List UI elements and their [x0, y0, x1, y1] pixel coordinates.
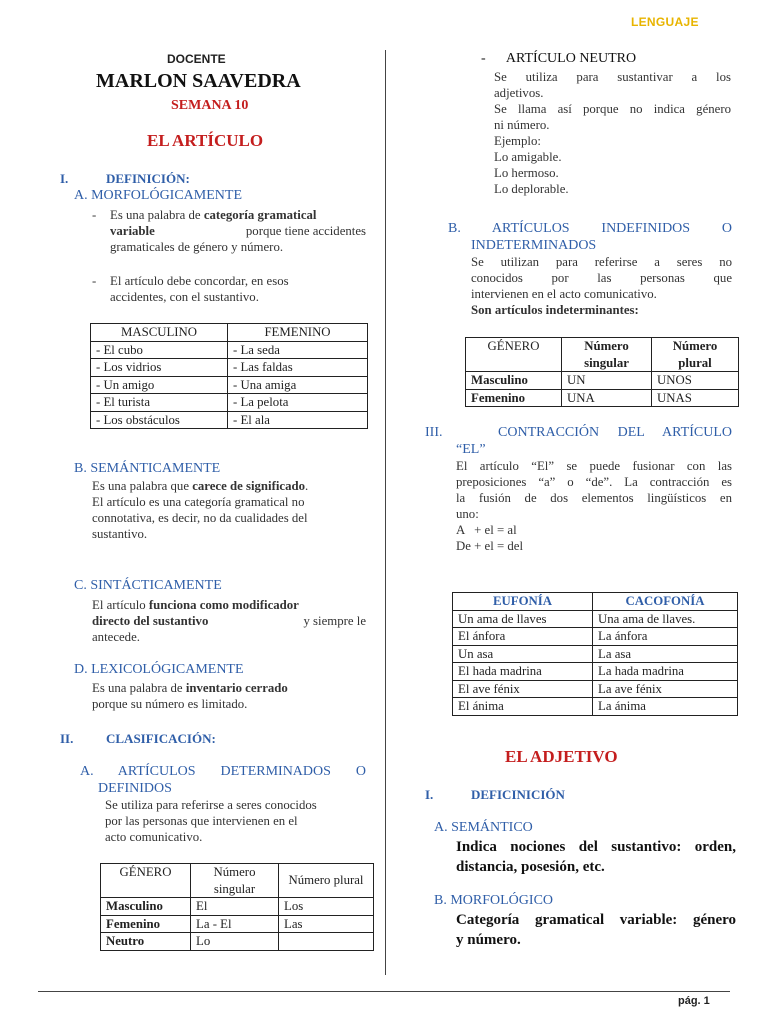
adj-def-heading: DEFICINICIÓN [471, 787, 565, 802]
adj-morf-heading: B. MORFOLÓGICO [434, 893, 554, 908]
table-cell: Masculino [101, 898, 191, 916]
indef-heading-1: B. ARTÍCULOS INDEFINIDOS O [448, 221, 732, 236]
def-num: I. [60, 171, 69, 186]
indef-heading [448, 220, 732, 254]
table-cell: UNOS [652, 372, 739, 390]
contr-text-3: la fusión de dos elementos lingüísticos en [456, 491, 732, 505]
contr-text-4: uno: [456, 507, 479, 521]
det-text-1: Se utiliza para referirse a seres conocidos [105, 798, 317, 812]
dash: - [92, 208, 97, 222]
adj-morf-paragraph [456, 910, 736, 950]
table-cell: Los [279, 898, 374, 916]
adj-morf-text-2: y número. [456, 932, 521, 948]
table-cell: Femenino [466, 389, 562, 407]
table-cell: - Los obstáculos [91, 411, 228, 429]
table-cell: La - El [191, 915, 279, 933]
contr-heading-2: “EL” [456, 442, 486, 457]
table-cell: Las [279, 915, 374, 933]
morf-text-3: gramaticales de género y número. [110, 240, 284, 254]
contr-paragraph [456, 458, 732, 554]
sem-bold: carece de significado [192, 479, 305, 493]
neutro-line: Lo amigable. [494, 150, 562, 164]
adj-sem-paragraph [456, 837, 736, 877]
indef-paragraph [471, 254, 732, 318]
adj-morf-text-1: Categoría gramatical variable: género [456, 912, 736, 928]
table-cell: Masculino [466, 372, 562, 390]
table-cell: - Un amigo [91, 376, 228, 394]
table-row [453, 680, 738, 698]
sint-text-3: antecede. [92, 630, 140, 644]
table-cell: Una ama de llaves. [593, 610, 738, 628]
docente-label: DOCENTE [167, 52, 226, 66]
table-cell: - El ala [228, 411, 368, 429]
clas-heading: CLASIFICACIÓN: [106, 731, 216, 746]
contr-heading-1: III. CONTRACCIÓN DEL ARTÍCULO [425, 425, 732, 440]
table-cell: - Los vidrios [91, 359, 228, 377]
column-divider [385, 50, 386, 975]
table-cell: El ánfora [453, 628, 593, 646]
morf-text: Es una palabra de [110, 208, 204, 222]
table-cell: El ánima [453, 698, 593, 716]
det-table-header: Número singular [191, 864, 279, 898]
morf-text-5: accidentes, con el sustantivo. [110, 290, 259, 304]
det-paragraph [105, 797, 366, 845]
week-label: SEMANA 10 [171, 98, 249, 113]
indef-heading-2: INDETERMINADOS [471, 238, 597, 253]
table-cell: Neutro [101, 933, 191, 951]
table-row [91, 411, 368, 429]
sem-text-2: El artículo es una categoría gramatical no [92, 495, 305, 509]
sem-paragraph [92, 478, 366, 542]
table-cell: - Las faldas [228, 359, 368, 377]
gender-table-header: FEMENINO [228, 324, 368, 342]
table-cell: - Una amiga [228, 376, 368, 394]
adj-def-num: I. [425, 787, 434, 802]
neutro-line: Se utiliza para sustantivar a los [494, 70, 731, 84]
eufonia-table-header: EUFONÍA [453, 593, 593, 611]
articulo-title: EL ARTÍCULO [147, 131, 264, 150]
table-row [453, 628, 738, 646]
table-row [466, 372, 739, 390]
table-cell: La ánima [593, 698, 738, 716]
teacher-name: MARLON SAAVEDRA [96, 70, 301, 92]
table-cell: La ánfora [593, 628, 738, 646]
table-row [466, 389, 739, 407]
morf-text-2: porque tiene accidentes [245, 224, 366, 238]
table-row [91, 359, 368, 377]
lex-text-2: porque su número es limitado. [92, 697, 248, 711]
contr-text-5: A + el = al [456, 523, 517, 537]
dash: - [92, 274, 97, 288]
indef-table-header: GÉNERO [466, 338, 562, 372]
table-cell: La hada madrina [593, 663, 738, 681]
sint-bold: funciona como modificador [148, 598, 299, 612]
morf-text-4: El artículo debe concordar, en esos [110, 274, 289, 288]
table-cell: UNA [562, 389, 652, 407]
contr-text-1: El artículo “El” se puede fusionar con las [456, 459, 732, 473]
clas-num: II. [60, 731, 74, 746]
neutro-heading: - ARTÍCULO NEUTRO [481, 51, 637, 66]
lex-paragraph [92, 680, 366, 712]
table-cell: Un asa [453, 645, 593, 663]
gender-table-header: MASCULINO [91, 324, 228, 342]
det-table-header: GÉNERO [101, 864, 191, 898]
adj-sem-text-1: Indica nociones del sustantivo: orden, [456, 839, 736, 855]
lex-heading: D. LEXICOLÓGICAMENTE [74, 662, 244, 677]
table-cell: El ave fénix [453, 680, 593, 698]
morf-item-2 [92, 273, 366, 305]
table-cell: El [191, 898, 279, 916]
sem-text: Es una palabra que [92, 479, 193, 493]
morf-bold-2: variable [110, 224, 155, 238]
neutro-line: Lo deplorable. [494, 182, 569, 196]
table-cell: Lo [191, 933, 279, 951]
det-heading [80, 763, 366, 797]
table-cell [279, 933, 374, 951]
indef-table-header: Número singular [562, 338, 652, 372]
adj-sem-text-2: distancia, posesión, etc. [456, 859, 605, 875]
table-cell: - La pelota [228, 394, 368, 412]
neutro-line: Ejemplo: [494, 134, 541, 148]
det-table-header: Número plural [279, 864, 374, 898]
table-row [453, 645, 738, 663]
sem-text-4: sustantivo. [92, 527, 148, 541]
neutro-line: Se llama así porque no indica género [494, 102, 731, 116]
adj-sem-heading: A. SEMÁNTICO [434, 820, 533, 835]
indef-text-4: Son artículos indeterminantes: [471, 303, 639, 317]
eufonia-table [452, 592, 738, 716]
sint-text-2: y siempre le [303, 614, 366, 628]
indef-table [465, 337, 739, 407]
table-cell: - La seda [228, 341, 368, 359]
page-number: pág. 1 [678, 995, 710, 1007]
def-heading: DEFINICIÓN: [106, 171, 190, 186]
table-row [101, 915, 374, 933]
subject-header: LENGUAJE [631, 15, 699, 29]
lex-bold: inventario cerrado [185, 681, 288, 695]
table-cell: UN [562, 372, 652, 390]
morf-heading: A. MORFOLÓGICAMENTE [74, 188, 242, 203]
det-text-2: por las personas que intervienen en el [105, 814, 298, 828]
table-cell: El hada madrina [453, 663, 593, 681]
sem-text-post: . [304, 479, 309, 493]
neutro-line: adjetivos. [494, 86, 544, 100]
neutro-line: ni número. [494, 118, 550, 132]
indef-text-3: intervienen en el acto comunicativo. [471, 287, 657, 301]
morf-item-1 [92, 207, 366, 255]
contr-text-6: De + el = del [456, 539, 524, 553]
table-row [453, 663, 738, 681]
table-cell: UNAS [652, 389, 739, 407]
sint-text: El artículo [92, 598, 149, 612]
neutro-line: Lo hermoso. [494, 166, 559, 180]
det-table [100, 863, 374, 951]
contr-text-2: preposiciones “a” o “de”. La contracción es [456, 475, 732, 489]
sint-bold-2: directo del sustantivo [92, 614, 209, 628]
table-cell: Femenino [101, 915, 191, 933]
det-heading-2: DEFINIDOS [98, 781, 172, 796]
contr-heading [425, 424, 732, 458]
table-cell: La asa [593, 645, 738, 663]
indef-text-2: conocidos por las personas que [471, 271, 732, 285]
gender-table [90, 323, 368, 429]
adjetivo-title: EL ADJETIVO [505, 747, 618, 766]
table-row [91, 376, 368, 394]
indef-text-1: Se utilizan para referirse a seres no [471, 255, 732, 269]
table-cell: - El turista [91, 394, 228, 412]
sint-heading: C. SINTÁCTICAMENTE [74, 578, 222, 593]
det-text-3: acto comunicativo. [105, 830, 203, 844]
table-cell: La ave fénix [593, 680, 738, 698]
table-row [91, 341, 368, 359]
sem-text-3: connotativa, es decir, no da cualidades del [92, 511, 308, 525]
footer-rule [38, 991, 730, 992]
morf-bold: categoría gramatical [203, 208, 317, 222]
table-row [453, 610, 738, 628]
table-row [101, 898, 374, 916]
indef-table-header: Número plural [652, 338, 739, 372]
neutro-paragraph [494, 69, 731, 197]
lex-text: Es una palabra de [92, 681, 186, 695]
table-cell: Un ama de llaves [453, 610, 593, 628]
table-row [453, 698, 738, 716]
eufonia-table-header: CACOFONÍA [593, 593, 738, 611]
table-row [101, 933, 374, 951]
sem-heading: B. SEMÁNTICAMENTE [74, 461, 221, 476]
table-cell: - El cubo [91, 341, 228, 359]
sint-paragraph [92, 597, 366, 645]
table-row [91, 394, 368, 412]
det-heading-1: A. ARTÍCULOS DETERMINADOS O [80, 764, 366, 779]
